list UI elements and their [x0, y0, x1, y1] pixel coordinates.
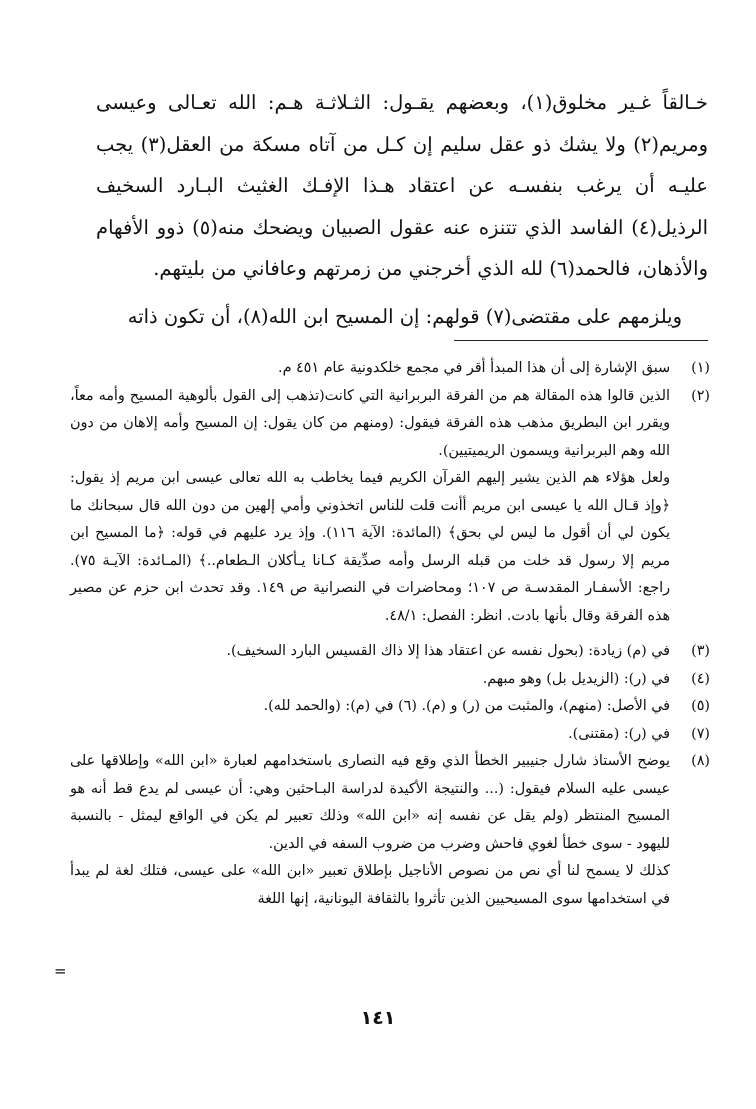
- footnote-number: (٨): [691, 753, 710, 769]
- footnote-number: (٣): [691, 643, 710, 659]
- footnote-text: [70, 383, 670, 631]
- footnote-separator: [454, 340, 708, 341]
- main-text: [96, 82, 708, 337]
- footnote-number: (٤): [691, 670, 710, 687]
- footnote-line: سبق الإشارة إلى أن هذا المبدأ أقر في مجمع خلكدونية عام ٤٥١ م.: [278, 360, 670, 376]
- footnote-3: [70, 638, 710, 666]
- footnotes: [70, 355, 710, 913]
- footnote-number: (٧): [691, 725, 710, 742]
- footnote-text: [70, 693, 670, 721]
- footnote-number: (١): [691, 360, 710, 376]
- footnote-line: كذلك لا يسمح لنا أي نص من نصوص الأناجيل بإطلاق تعبير «ابن الله» على عيسى، فتلك لغة لم يبدأ في استخدامها سوى المسيحيين الذين تأثروا بالثقافة اليونانية، إنها اللغة: [70, 863, 670, 907]
- footnote-5: [70, 693, 710, 721]
- footnote-number: (٥): [691, 698, 710, 714]
- main-paragraph-2: ويلزمهم على مقتضى(٧) قولهم: إن المسيح ابن الله(٨)، أن تكون ذاته: [127, 304, 682, 328]
- footnote-line: يوضح الأستاذ شارل جنيبير الخطأ الذي وقع فيه النصارى باستخدامهم لعبارة «ابن الله» وإطلاقها على عيسى عليه السلام فيقول: (... والنتيجة الأكيدة لدراسة البـاحثين وهي: أن عيسى لم يدع قط أنه هو المسيح المنتظر (ولم يقل عن نفسه إنه «ابن الله» وذلك تعبير لم يكن في الواقع ليمثل - بالنسبة لليهود - سوى خطأ لغوي فاحش وضرب من ضروب السفه في الدين.: [70, 753, 670, 852]
- main-paragraph-1: خـالقاً غـير مخلوق(١)، وبعضهم يقـول: الثـلاثـة هـم: الله تعـالى وعيسى ومريم(٢) ولا يشك ذو عقل سليم إن كـل من آتاه مسكة من العقل(٣) يجب عليـه أن يرغب بنفسـه عن اعتقاد هـذا الإفـك الغثيث البـارد السخيف الرذيل(٤) الفاسد الذي تتنزه عنه عقول الصبيان ويضحك منه(٥) ذوو الأفهام والأذهان، فالحمد(٦) لله الذي أخرجني من زمرتهم وعافاني من بليتهم.: [96, 91, 708, 280]
- footnote-line: في الأصل: (منهم)، والمثبت من (ر) و (م). (٦) في (م): (والحمد لله).: [263, 698, 670, 714]
- footnote-line: في (ر): (الزيديل بل) وهو مبهم.: [482, 670, 670, 687]
- footnote-number: (٢): [691, 387, 710, 404]
- footnote-2: [70, 383, 710, 631]
- footnote-line: الذين قالوا هذه المقالة هم من الفرقة البربرانية التي كانت(تذهب إلى القول بألوهية المسيح وأمه معاً، ويقرر ابن البطريق مذهب هذه الفرقة فيقول: (ومنهم من كان يقول: إن المسيح وأمه إلاهان من دون الله وهم البربرانية ويسمون الريميتيين).: [70, 387, 670, 459]
- footnote-4: [70, 666, 710, 694]
- footnote-line: في (م) زيادة: (بحول نفسه عن اعتقاد هذا إلا ذاك القسيس البارد السخيف).: [226, 643, 670, 659]
- page-number: ١٤١: [360, 1007, 396, 1029]
- footnote-text: [70, 748, 670, 913]
- footnote-text: [70, 666, 670, 694]
- footnote-line: ولعل هؤلاء هم الذين يشير إليهم القرآن الكريم فيما يخاطب به الله تعالى عيسى ابن مريم إذ يقول: ﴿وإذ قـال الله يا عيسى ابن مريم أأنت قلت للناس اتخذوني وأمي إلهين من دون الله قال سبحانك ما يكون لي أن أقول ما ليس لي بحق﴾ (المائدة: الآية ١١٦). وإذ يرد عليهم في قوله: ﴿ما المسيح ابن مريم إلا رسول قد خلت من قبله الرسل وأمه صدِّيقة كـانا يـأكلان الـطعام..﴾ (المـائدة: الآيـة ٧٥). راجع: الأسفـار المقدسـة ص ١٠٧؛ ومحاضرات في النصرانية ص ١٤٩. وقد تحدث ابن حزم عن مصير هذه الفرقة وقال بأنها بادت. انظر: الفصل: ٤٨/١.: [70, 470, 670, 624]
- footnote-8: [70, 748, 710, 913]
- footnote-line: في (ر): (مقتنى).: [568, 725, 670, 742]
- footnote-text: [70, 638, 670, 666]
- footnote-text: [70, 721, 670, 749]
- footnote-1: [70, 355, 710, 383]
- footnote-text: [70, 355, 670, 383]
- continuation-mark: =: [54, 962, 67, 980]
- footnote-7: [70, 721, 710, 749]
